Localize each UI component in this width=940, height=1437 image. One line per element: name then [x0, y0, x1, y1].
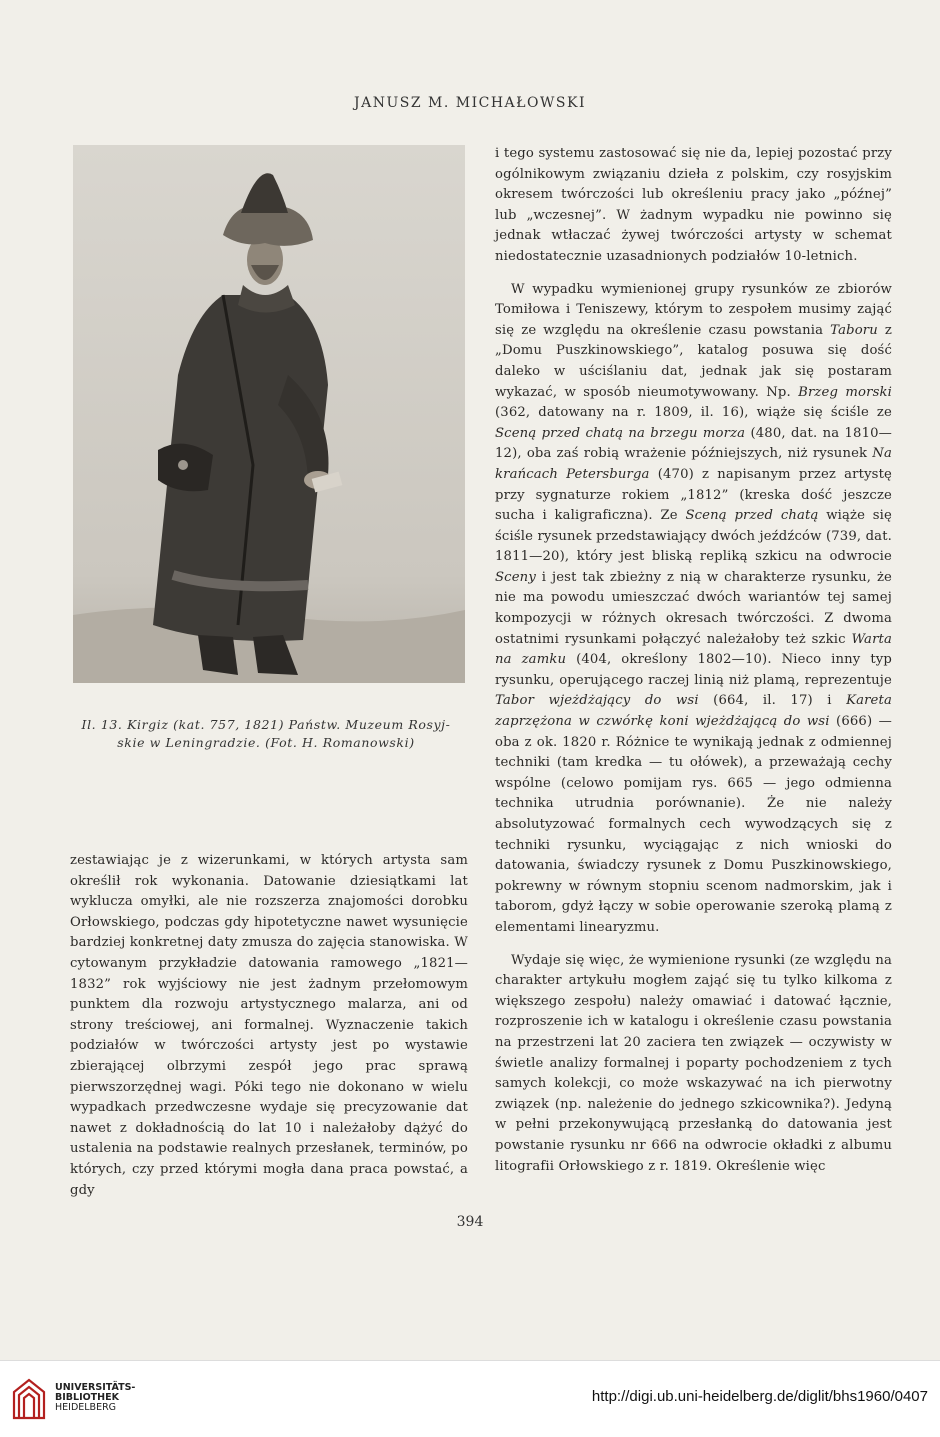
right-paragraph-3: Wydaje się więc, że wymienione rysunki (ze względu na charakter artykułu mogłem zająć się tu tylko kilkoma z większego zespołu) należy omawiać i datować łącznie, rozproszenie ich w katalogu i określenie czasu powstania na przestrzeni lat 20 zaciera ten związek — oczywisty w świetle analizy formalnej i poparty pochodzeniem z tych samych kolekcji, co może wskazywać na ich pierwotny związek (np. należenie do jednego szkicownika?). Jedyną w pełni przekonywującą przesłanką do datowania jest powstanie rysunku nr 666 na odwrocie okładki z albumu litografii Orłowskiego z r. 1819. Określenie więc [495, 952, 892, 1174]
italic-title: Taboru [830, 322, 878, 338]
figure-caption [60, 716, 472, 752]
running-header: JANUSZ M. MICHAŁOWSKI [354, 95, 586, 111]
right-text-column [495, 144, 892, 1177]
permalink-url[interactable]: http://digi.ub.uni-heidelberg.de/diglit/bhs1960/0407 [591, 1388, 928, 1405]
text-run: (664, il. 17) i [698, 693, 847, 709]
text-run: (362, datowany na r. 1809, il. 16), wiąże się ściśle ze [495, 405, 892, 421]
text-run: i jest tak zbieżny z nią w charakterze rysunku, że nie ma powodu umieszczać dwóch wariantów tej samej kompozycji w różnych okresach twórczości. Z dwoma ostatnimi rysunkami połączyć należałoby też szkic [495, 569, 892, 647]
text-run: wiąże się ściśle rysunek przedstawiający dwóch jeźdźców (739, dat. 1811—20), który jest bliską repliką szkicu na odwrocie [495, 508, 892, 565]
caption-line-1: Il. 13. Kirgiz (kat. 757, 1821) Państw. Muzeum Rosyj- [81, 717, 451, 732]
left-text-column [70, 851, 468, 1201]
kirgiz-figure-drawing [73, 145, 465, 683]
left-paragraph-1: zestawiając je z wizerunkami, w których artysta sam określił rok wykonania. Datowanie dziesiątkami lat wyklucza omyłki, ale nie rozszerza znajomości dorobku Orłowskiego, podczas gdy hipotetyczne nawet wysunięcie bardziej konkretnej daty zmusza do zajęcia stanowiska. W cytowanym przykładzie datowania ramowego „1821—1832” rok wyjściowy nie jest żadnym przełomowym punktem dla rozwoju artystycznego malarza, ani od strony treściowej, ani formalnej. Wyznaczenie takich podziałów w twórczości artysty jest po wystawie zbierającej olbrzymi zespół jego prac sprawą pierwszorzędnej wagi. Póki tego nie dokonano w wielu wypadkach przedwczesne wydaje się precyzowanie dat nawet z dokładnością do lat 10 i należałoby dążyć do ustalenia na podstawie realnych przesłanek, terminów, po których, czy przed którymi mogła dana praca powstać, a gdy [70, 853, 468, 1198]
library-logo-text [55, 1383, 135, 1413]
right-paragraph-2 [495, 280, 892, 939]
right-paragraph-1: i tego systemu zastosować się nie da, lepiej pozostać przy ogólnikowym związaniu dzieła z polskim, czy rosyjskim okresem twórczości lub określeniu pracy jako „późnej” lub „wczesnej”. W żadnym wypadku nie powinno się jednak wtłaczać żywej twórczości artysty w schemat niedostatecznie uzasadnionych podziałów 10-letnich. [495, 146, 892, 264]
italic-title: Sceny [495, 569, 536, 585]
logo-line-3: HEIDELBERG [55, 1402, 117, 1413]
text-run: (666) — oba z ok. 1820 r. Różnice te wynikają jednak z odmiennej techniki (tam kredka — tu ołówek), a przeważają cechy wspólne (celowo pomijam rys. 665 — jego odmienna technika utrudnia porównanie). Że nie należy absolutyzować formalnych cech wywodzących się z techniki rysunku, wyciągając z nich wnioski do datowania, świadczy rysunek z Domu Puszkinowskiego, pokrewny w równym stopniu scenom nadmorskim, jak i taborom, gdyż łączy w sobie operowanie szeroką plamą z elementami linearyzmu. [495, 714, 892, 935]
italic-title: Warta na zamku [495, 631, 892, 668]
caption-line-2: skie w Leningradzie. (Fot. H. Romanowski) [117, 735, 415, 750]
illustration-kirgiz [73, 145, 465, 683]
text-run: z „Domu Puszkinowskiego”, katalog posuwa się dość daleko w uściślaniu dat, jednak jak się postaram wykazać, w sposób nieumotywowany. Np. [495, 322, 892, 400]
logo-line-2: BIBLIOTHEK [55, 1392, 119, 1403]
logo-line-1: UNIVERSITÄTS- [55, 1382, 136, 1393]
italic-title: Kareta zaprzężona w czwórkę koni wjeżdżającą do wsi [495, 693, 892, 730]
text-run: (404, określony 1802—10). Nieco inny typ rysunku, operującego raczej linią niż plamą, reprezentuje [495, 652, 892, 688]
viewer-footer [0, 1360, 940, 1437]
library-logo-icon [10, 1378, 48, 1420]
italic-title: Na krańcach Petersburga [495, 446, 892, 482]
text-run: (470) z napisanym przez artystę przy sygnaturze rokiem „1812” (kreska dość jeszcze sucha i kaligraficzna). Ze [495, 466, 892, 524]
italic-title: Sceną przed chatą na brzegu morza [495, 425, 746, 441]
italic-title: Tabor wjeżdżający do wsi [495, 693, 699, 709]
italic-title: Sceną przed chatą [685, 508, 819, 524]
page-number: 394 [456, 1214, 484, 1230]
text-run: W wypadku wymienionej grupy rysunków ze zbiorów Tomiłowa i Teniszewy, którym to zespołem musimy zająć się ze względu na określenie czasu powstania [495, 281, 892, 338]
italic-title: Brzeg morski [798, 384, 892, 400]
text-run: (480, dat. na 1810—12), oba zaś robią wrażenie późniejszych, niż rysunek [495, 425, 892, 462]
